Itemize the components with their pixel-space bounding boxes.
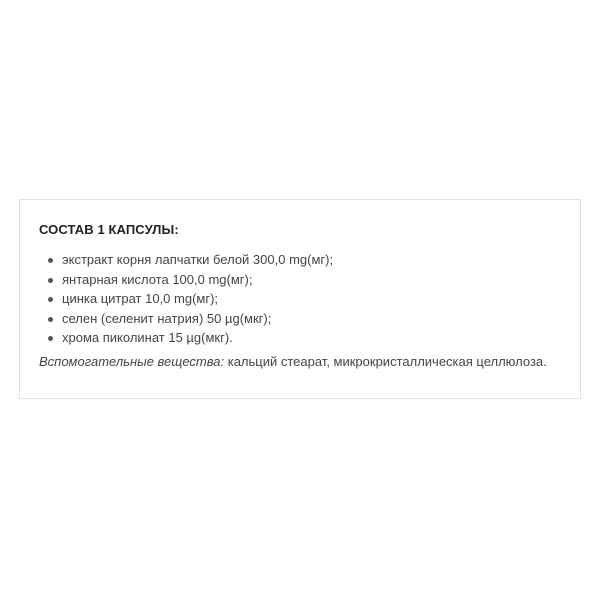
bullet-icon (48, 278, 53, 283)
bullet-icon (48, 258, 53, 263)
ingredient-text: экстракт корня лапчатки белой 300,0 mg(мг); (62, 252, 334, 267)
list-item (62, 289, 333, 309)
excipients-value: кальций стеарат, микрокристаллическая целлюлоза. (224, 354, 547, 369)
excipients-label: Вспомогательные вещества: (39, 354, 225, 369)
ingredient-text: хрома пиколинат 15 µg(мкг). (62, 330, 233, 345)
bullet-icon (48, 336, 53, 341)
bullet-icon (48, 297, 53, 302)
ingredient-list (62, 250, 333, 348)
excipients-note (39, 354, 547, 369)
composition-card (19, 199, 581, 399)
list-item (62, 250, 333, 270)
ingredient-text: янтарная кислота 100,0 mg(мг); (62, 271, 253, 287)
list-item (62, 309, 333, 329)
ingredient-text: цинка цитрат 10,0 mg(мг); (62, 291, 219, 306)
bullet-icon (48, 317, 53, 322)
ingredient-text: селен (селенит натрия) 50 µg(мкг); (62, 310, 272, 326)
list-item (62, 328, 333, 348)
list-item (62, 270, 333, 290)
composition-heading: СОСТАВ 1 КАПСУЛЫ: (39, 222, 179, 237)
